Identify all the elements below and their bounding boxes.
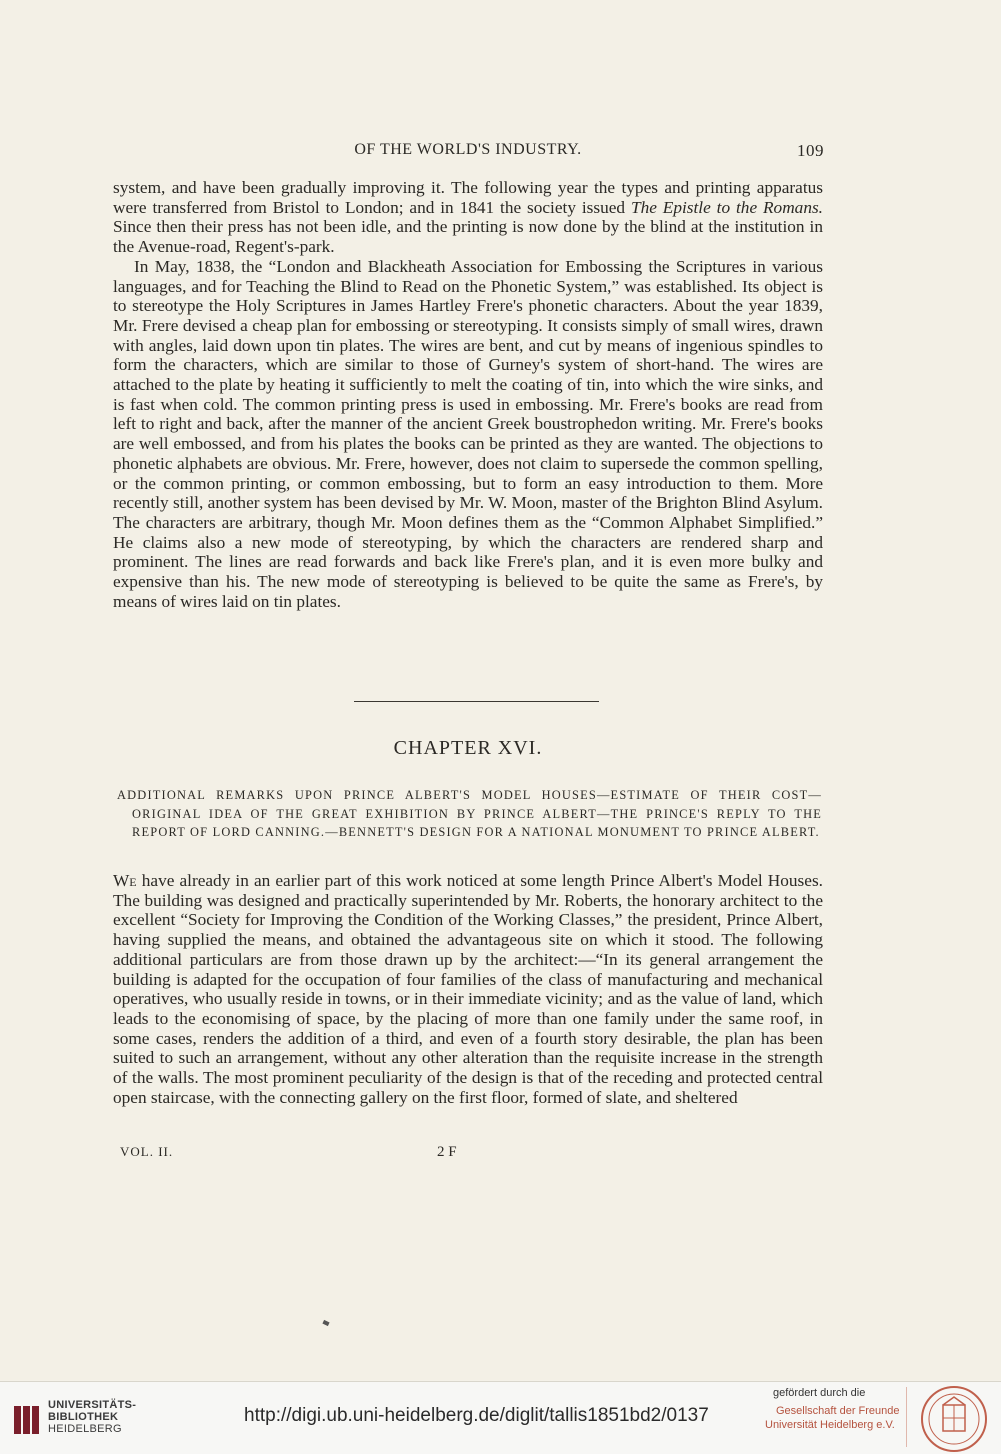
volume-label: VOL. II. (120, 1144, 174, 1159)
paragraph-3 (113, 871, 823, 1107)
ink-speck (322, 1320, 329, 1326)
university-seal-icon (919, 1385, 989, 1453)
text-block-bottom (113, 871, 823, 1107)
drop-word: We (113, 871, 137, 890)
running-head-title: OF THE WORLD'S INDUSTRY. (354, 141, 582, 158)
signature-mark: 2 F (437, 1144, 457, 1160)
paragraph-1 (113, 178, 823, 257)
sponsor-name-line-2: Universität Heidelberg e.V. (765, 1419, 895, 1431)
library-name (48, 1399, 136, 1435)
paragraph-1-text-a: system, and have been gradually improving it. The following year the types and printing apparatus were transferred from Bristol to London; and in 1841 the society issued (113, 178, 823, 217)
text-block-top (113, 178, 823, 611)
paragraph-3-text: have already in an earlier part of this work noticed at some length Prince Albert's Model Houses. The building was designed and practically superintended by Mr. Roberts, the honorary architect to the excellent “Society for Improving the Condition of the Working Classes,” the president, Prince Albert, having supplied the means, and obtained the advantageous site on which it stood. The following additional particulars are from those drawn up by the architect:—“In its general arrangement the building is adapted for the occupation of four families of the class of manufacturing and mechanical operatives, who usually reside in towns, or in their immediate vicinity; and as the value of land, which leads to the economising of space, by the placing of more than one family under the same roof, in some cases, renders the addition of a third, and even of a fourth story desirable, the plan has been suited to such an arrangement, without any other alteration than the requisite increase in the strength of the walls. The most prominent peculiarity of the design is that of the receding and protected central open staircase, with the connecting gallery on the first floor, formed of slate, and sheltered (113, 871, 823, 1107)
library-name-line-3: HEIDELBERG (48, 1423, 122, 1435)
sponsor-caption: gefördert durch die (773, 1387, 866, 1399)
chapter-title: CHAPTER XVI. (393, 737, 543, 759)
page-footer (112, 1144, 824, 1164)
paragraph-2: In May, 1838, the “London and Blackheath Association for Embossing the Scriptures in various languages, and for Teaching the Blind to Read on the Phonetic System,” was established. Its object is to stereotype the Holy Scriptures in James Hartley Frere's phonetic characters. About the year 1839, Mr. Frere devised a cheap plan for embossing or stereotyping. It consists simply of small wires, drawn with angles, laid down upon tin plates. The wires are bent, and cut by means of ingenious spindles to form the characters, which are similar to those of Gurney's system of short-hand. The wires are attached to the plate by heating it sufficiently to melt the coating of tin, into which the wire sinks, and is fast when cold. The common printing press is used in embossing. Mr. Frere's books are read from left to right and back, after the manner of the ancient Greek boustrophedon writing. Mr. Frere's books are well embossed, and from his plates the books can be printed as they are wanted. The objections to phonetic alphabets are obvious. Mr. Frere, however, does not claim to supersede the common spelling, or the common printing, or common embossing, but to form an easy introduction to them. More recently still, another system has been devised by Mr. W. Moon, master of the Brighton Blind Asylum. The characters are arbitrary, though Mr. Moon defines them as the “Common Alphabet Simplified.” He claims also a new mode of stereotyping, by which the characters are rendered sharp and prominent. The lines are read forwards and back like Frere's plan, and it is even more bulky and expensive than his. The new mode of stereotyping is believed to be quite the same as Frere's, by means of wires laid on tin plates. (113, 256, 823, 611)
library-name-line-2: BIBLIOTHEK (48, 1411, 119, 1423)
page-number: 109 (797, 141, 824, 160)
digitization-banner (0, 1381, 1001, 1454)
library-name-line-1: UNIVERSITÄTS- (48, 1399, 137, 1411)
permalink-url[interactable]: http://digi.ub.uni-heidelberg.de/diglit/tallis1851bd2/0137 (244, 1405, 709, 1426)
running-head (112, 141, 824, 163)
sponsor-name-line-1: Gesellschaft der Freunde (776, 1405, 900, 1417)
chapter-summary: ADDITIONAL REMARKS UPON PRINCE ALBERT'S MODEL HOUSES—ESTIMATE OF THEIR COST—ORIGINAL IDEA OF THE GREAT EXHIBITION BY PRINCE ALBERT—THE PRINCE'S REPLY TO THE REPORT OF LORD CANNING.—BENNETT'S DESIGN FOR A NATIONAL MONUMENT TO PRINCE ALBERT. (117, 788, 822, 839)
paragraph-1-text-b: Since then their press has not been idle, and the printing is now done by the blind at the institution in the Avenue-road, Regent's-park. (113, 217, 823, 257)
sponsor-divider (906, 1387, 907, 1447)
section-divider (354, 701, 599, 702)
library-logo-icon (14, 1400, 40, 1434)
italic-title: The Epistle to the Romans. (630, 197, 824, 217)
